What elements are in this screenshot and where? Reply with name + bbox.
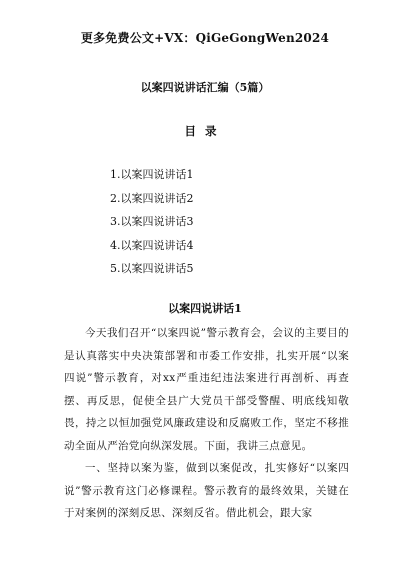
header-banner: 更多免费公文+VX：QiGeGongWen2024 xyxy=(80,31,330,45)
toc-item[interactable]: 4.以案四说讲话4 xyxy=(110,238,194,252)
toc-item[interactable]: 5.以案四说讲话5 xyxy=(110,262,194,275)
body-paragraph: 一、坚持以案为鉴，做到以案促改，扎实修好“以案四说”警示教育这门必修课程。警示教育的最终效果，关键在于对案例的深刻反思、深刻反省。借此机会，跟大家 xyxy=(64,462,349,519)
body-paragraph: 今天我们召开“以案四说”警示教育会，会议的主要目的是认真落实中央决策部署和市委工作安排，扎实开展“以案四说”警示教育，对xx严重违纪违法案进行再剖析、再查摆、再反思，促使全县广大党员干部受警醒、明底线知敬畏，持之以恒加强党风廉政建设和反腐败工作，坚定不移推动全面从严治党向纵深发展。下面，我讲三点意见。 xyxy=(64,327,349,452)
table-of-contents xyxy=(110,168,194,286)
document-title: 以案四说讲话汇编（5篇） xyxy=(140,81,270,94)
toc-item[interactable]: 2.以案四说讲话2 xyxy=(110,191,194,205)
toc-heading: 目录 xyxy=(184,124,226,138)
toc-item[interactable]: 1.以案四说讲话1 xyxy=(110,168,194,181)
body-text xyxy=(64,322,349,525)
section-title: 以案四说讲话1 xyxy=(168,302,242,315)
toc-item[interactable]: 3.以案四说讲话3 xyxy=(110,215,194,228)
